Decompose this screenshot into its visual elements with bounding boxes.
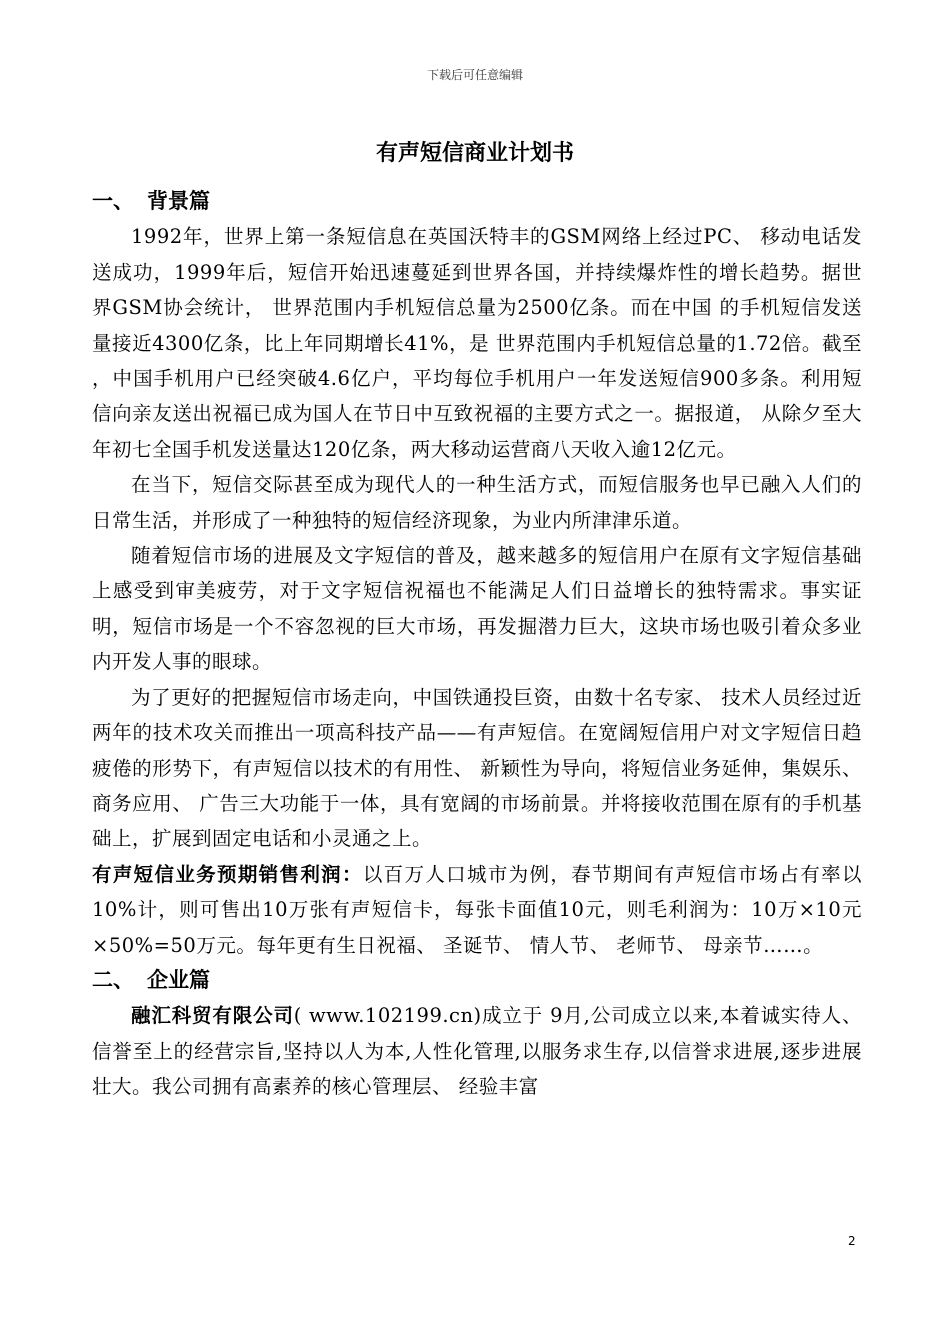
section-number: 二、: [92, 967, 134, 992]
section-heading-company: [92, 963, 862, 998]
paragraph-product-intro: 为了更好的把握短信市场走向，中国铁通投巨资，由数十名专家、 技术人员经过近两年的技术攻关而推出一项高科技产品——有声短信。在宽阔短信用户对文字短信日趋疲倦的形势下，有声短信以技术的有用性、 新颖性为导向，将短信业务延伸，集娱乐、 商务应用、 广告三大功能于一体，具有宽阔的市场前景。并将接收范围在原有的手机基础上，扩展到固定电话和小灵通之上。: [92, 685, 862, 851]
section-heading-background: [92, 184, 862, 219]
profit-lead: 有声短信业务预期销售利润：: [92, 862, 363, 886]
paragraph-market-fatigue: 随着短信市场的进展及文字短信的普及，越来越多的短信用户在原有文字短信基础上感受到审美疲劳，对于文字短信祝福也不能满足人们日益增长的独特需求。事实证明，短信市场是一个不容忽视的巨大市场，再发掘潜力巨大，这块市场也吸引着众多业内开发人事的眼球。: [92, 544, 862, 674]
paragraph-history: 1992年，世界上第一条短信息在英国沃特丰的GSM网络上经过PC、 移动电话发送成功，1999年后，短信开始迅速蔓延到世界各国，并持续爆炸性的增长趋势。据世界GSM协会统计， 世界范围内手机短信总量为2500亿条。而在中国 的手机短信发送量接近4300亿条，比上年同期增长41%，是 世界范围内手机短信总量的1.72倍。截至 ，中国手机用户已经突破4.6亿户，平均每位手机用户一年发送短信900多条。利用短信向亲友送出祝福已成为国人在节日中互致祝福的主要方式之一。据报道， 从除夕至大年初七全国手机发送量达120亿条，两大移动运营商八天收入逾12亿元。: [92, 225, 862, 461]
document-body: [92, 184, 862, 1105]
paragraph-lifestyle: 在当下，短信交际甚至成为现代人的一种生活方式，而短信服务也早已融入人们的日常生活，并形成了一种独特的短信经济现象，为业内所津津乐道。: [92, 473, 862, 532]
paragraph-company: [92, 998, 862, 1104]
section-number: 一、: [92, 189, 134, 213]
company-text: ( www.102199.cn)成立于 9月,公司成立以来,本着诚实待人、 信誉至上的经营宗旨,坚持以人为本,人性化管理,以服务求生存,以信誉求进展,逐步进展壮大。我公司拥有高素养的核心管理层、 经验丰富: [92, 1004, 862, 1099]
profit-text: 以百万人口城市为例，春节期间有声短信市场占有率以10%计，则可售出10万张有声短信卡，每张卡面值10元，则毛利润为：10万×10元×50%=50万元。每年更有生日祝福、 圣诞节、 情人节、 老师节、 母亲节……。: [92, 862, 862, 957]
document-title: 有声短信商业计划书: [375, 141, 574, 166]
page-number: 2: [848, 1234, 856, 1248]
paragraph-profit: [92, 857, 862, 963]
company-name: 融汇科贸有限公司: [131, 1004, 294, 1028]
section-label: 背景篇: [147, 189, 210, 213]
page-header: 下载后可任意编辑: [426, 68, 523, 82]
section-label: 企业篇: [147, 967, 210, 992]
